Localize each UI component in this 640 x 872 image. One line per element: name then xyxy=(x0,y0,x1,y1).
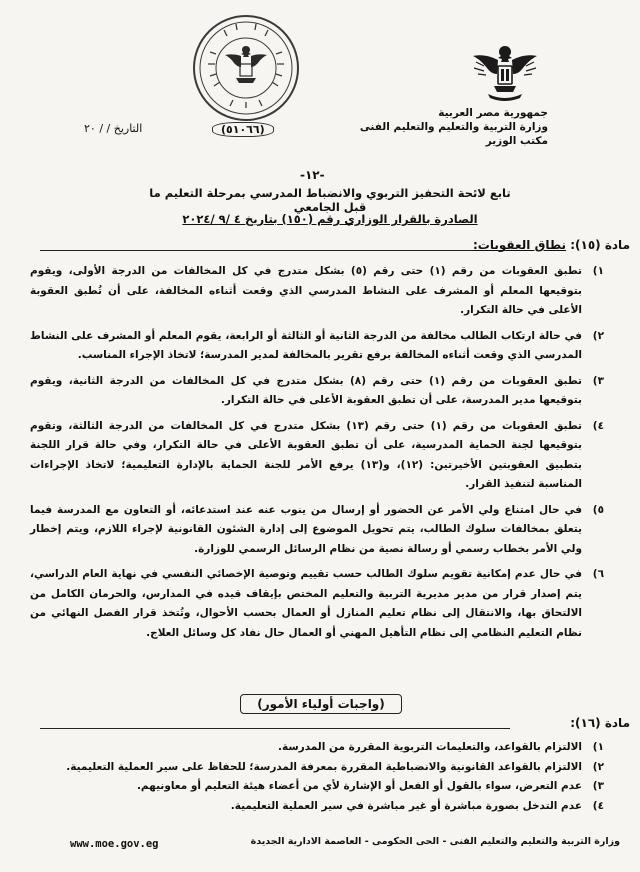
section-title-box: (واجبات أولياء الأمور) xyxy=(240,694,402,714)
list-item-number: ١) xyxy=(592,741,604,753)
list-item-number: ٢) xyxy=(592,760,604,773)
heading-underline xyxy=(40,250,510,251)
document-title: تابع لائحة التحفيز التربوي والانضباط المدرسي بمرحلة التعليم ما قبل الجامعي xyxy=(149,186,511,214)
list-item xyxy=(30,738,608,758)
list-item-number: ٤) xyxy=(592,419,604,432)
seal-serial-number: (٥١٠٦٦) xyxy=(212,122,274,137)
list-item-number: ٢) xyxy=(592,329,604,342)
list-item-number: ٣) xyxy=(592,780,604,792)
date-field: التاريخ / / ٢٠ xyxy=(84,122,143,135)
list-item-number: ٦) xyxy=(592,568,604,580)
list-item-text: عدم التعرض، سواء بالقول أو الفعل أو الإشارة لأي من أعضاء هيئة التعليم أو معاونيهم. xyxy=(136,780,582,792)
list-item-number: ٥) xyxy=(592,503,604,516)
list-item-text: في حال عدم إمكانية تقويم سلوك الطالب حسب تقييم وتوصية الإخصائي النفسي في نهاية العام الدراسي، يتم إصدار قرار من مدير مديرية التربية والتعليم المختص بإيقاف قيده في المدارس، والحرمان الكامل من الالتحاق بها، والانتقال إلى نظام تعليم المنازل أو العمال بحسب الأحوال، وتُتخذ قرار الفصل النهائي من نظام التعليم النظامي إلى نظام التأهيل المهني أو العمال حال نفاد كل وسائل العلاج. xyxy=(30,568,582,639)
list-item xyxy=(30,797,608,817)
list-item xyxy=(30,777,608,797)
article-15-title: نطاق العقوبات: xyxy=(472,238,567,252)
document-subtitle: الصادرة بالقرار الوزاري رقم (١٥٠) بتاريخ ٤ /٩ /٢٠٢٤ xyxy=(182,212,478,226)
letterhead-line-country: جمهورية مصر العربية xyxy=(438,107,548,119)
ministry-seal-stamp-icon xyxy=(190,12,302,124)
list-item-text: تطبق العقوبات من رقم (١) حتى رقم (٥) بشكل متدرج في كل المخالفات من الدرجة الأولى، ويقوم بتوقيعها المعلم أو المشرف على النشاط المدرسي الذي وقعت أثناءه المخالفة، على أن تُطبق العقوبة الأعلى في حالة التكرار. xyxy=(30,265,582,316)
article-16-heading: مادة (١٦): xyxy=(570,716,630,730)
footer-address: وزارة التربية والتعليم والتعليم الفنى - الحى الحكومى - العاصمة الادارية الجديدة xyxy=(250,836,620,847)
eagle-emblem-icon xyxy=(470,40,540,104)
list-item-text: الالتزام بالقواعد، والتعليمات التربوية المقررة من المدرسة. xyxy=(277,741,582,753)
list-item xyxy=(30,372,608,411)
ministry-letterhead xyxy=(348,106,548,148)
list-item-text: عدم التدخل بصورة مباشرة أو غير مباشرة في سير العملية التعليمية. xyxy=(230,799,582,812)
list-item xyxy=(30,758,608,778)
letterhead-line-office: مكتب الوزير xyxy=(485,135,548,147)
list-item xyxy=(30,262,608,321)
list-item-text: تطبق العقوبات من رقم (١) حتى رقم (٨) بشكل متدرج في كل المخالفات من الدرجة الثانية، ويقوم بتوقيعها مدير المدرسة، على أن تطبق العقوبة الأعلى في حالة التكرار. xyxy=(30,374,582,406)
list-item-text: في حالة ارتكاب الطالب مخالفة من الدرجة الثانية أو الثالثة أو الرابعة، يقوم المعلم أو المشرف على النشاط المدرسي الذي وقعت أثناءه المخالفة برفع تقرير بالمخالفة لمدير المدرسة؛ لاتخاذ الإجراء المناسب. xyxy=(30,329,582,361)
list-item-text: في حال امتناع ولي الأمر عن الحضور أو إرسال من ينوب عنه عند استدعائه، أو التعاون مع المدرسة فيما يتعلق بمخالفات سلوك الطالب، يتم تحويل الموضوع إلى إدارة الشئون القانونية لإجراء اللازم، ويتم إخطار ولي الأمر بخطاب رسمي أو رسالة نصية من نظام الرسائل الرسمي للوزارة. xyxy=(30,503,582,555)
article-16-list xyxy=(30,738,608,816)
article-15-heading xyxy=(473,238,630,252)
list-item-text: الالتزام بالقواعد القانونية والانضباطية المقررة بمعرفة المدرسة؛ للحفاظ على سير العملية التعليمية. xyxy=(66,760,582,773)
list-item-number: ٤) xyxy=(592,799,604,812)
list-item-number: ٣) xyxy=(592,374,604,387)
list-item xyxy=(30,327,608,366)
list-item-number: ١) xyxy=(592,265,604,277)
article-15-list xyxy=(30,262,608,643)
list-item xyxy=(30,417,608,495)
list-item-text: تطبق العقوبات من رقم (١) حتى رقم (١٣) بشكل متدرج في كل المخالفات من الدرجة الثالثة، وتقوم بتوقيعها لجنة الحماية المدرسية، على أن تطبق العقوبة الأعلى في حالة التكرار، وفي حالة قرار اللجنة بتطبيق العقوبتين الأخيرتين: (١٢)، و(١٣) يرفع الأمر للجنة الحماية بالإدارة التعليمية؛ لاتخاذ الإجراءات المناسبة لتنفيذ القرار. xyxy=(30,419,582,490)
footer-website-link[interactable]: www.moe.gov.eg xyxy=(70,838,159,850)
article-15-number: مادة (١٥): xyxy=(570,238,630,252)
letterhead-line-ministry: وزارة التربية والتعليم والتعليم الفنى xyxy=(359,121,548,133)
heading-underline xyxy=(40,728,510,729)
list-item xyxy=(30,565,608,643)
page-number: -١٢- xyxy=(300,168,325,182)
list-item xyxy=(30,501,608,560)
